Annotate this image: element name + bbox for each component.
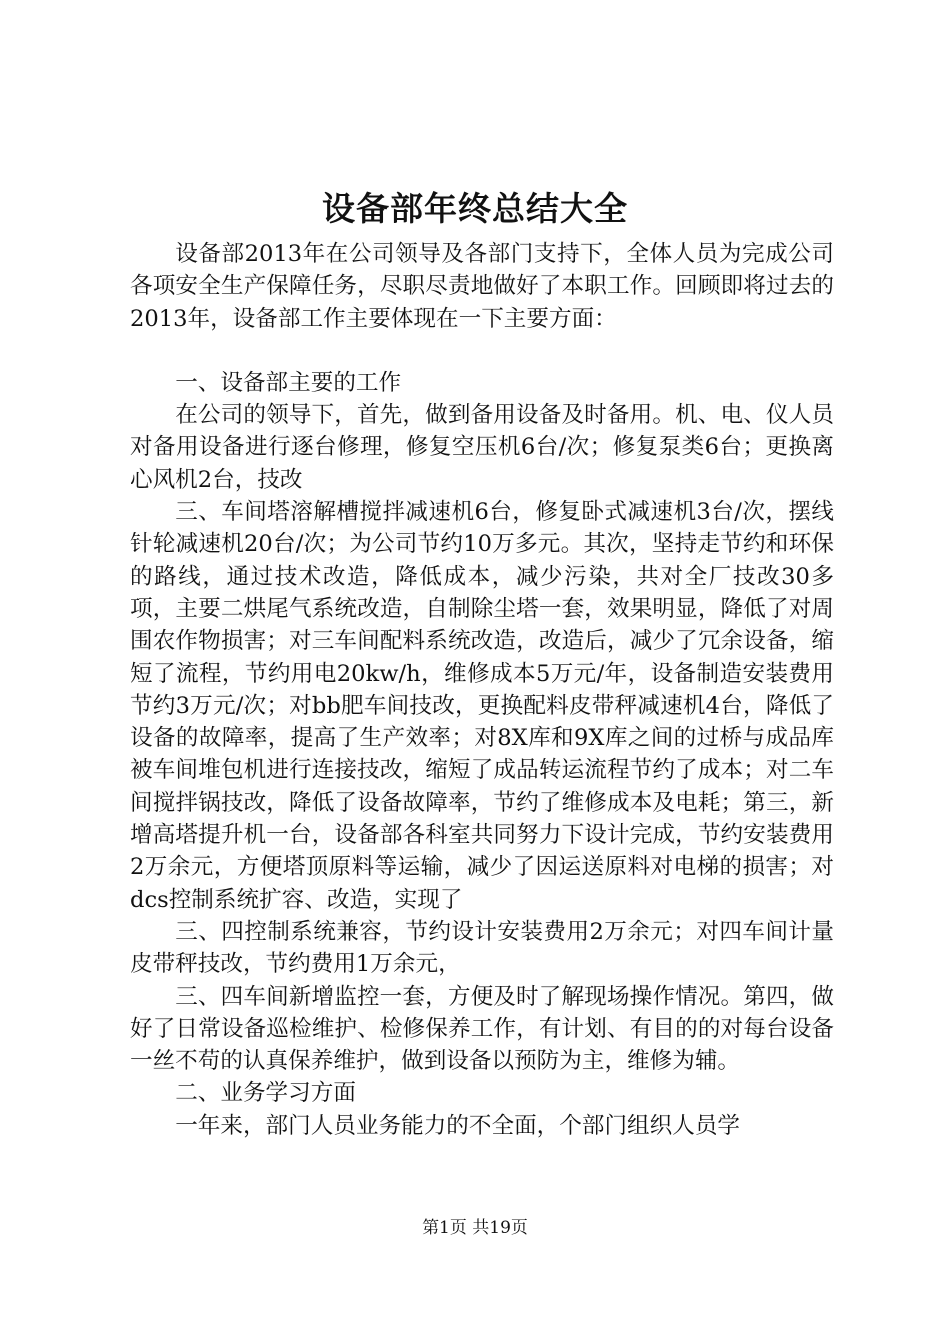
paragraph-monitoring: 三、四车间新增监控一套，方便及时了解现场操作情况。第四，做好了日常设备巡检维护、检修保养工作，有计划、有目的的对每台设备一丝不苟的认真保养维护，做到设备以预防为主，维修为辅。	[130, 983, 834, 1075]
paragraph-study: 一年来，部门人员业务能力的不全面，个部门组织人员学	[175, 1112, 741, 1139]
paragraph-tech-upgrades: 三、车间塔溶解槽搅拌减速机6台，修复卧式减速机3台/次，摆线针轮减速机20台/次；为公司节约10万多元。其次，坚持走节约和环保的路线，通过技术改造，降低成本，减少污染，共对全厂技改30多项，主要二烘尾气系统改造，自制除尘塔一套，效果明显，降低了对周围农作物损害；对三车间配料系统改造，改造后，减少了冗余设备，缩短了流程，节约用电20kw/h，维修成本5万元/年，设备制造安装费用节约3万元/次；对bb肥车间技改，更换配料皮带秤减速机4台，降低了设备的故障率，提高了生产效率；对8X库和9X库之间的过桥与成品库被车间堆包机进行连接技改，缩短了成品转运流程节约了成本；对二车间搅拌锅技改，降低了设备故障率，节约了维修成本及电耗；第三，新增高塔提升机一台，设备部各科室共同努力下设计完成，节约安装费用2万余元，方便塔顶原料等运输，减少了因运送原料对电梯的损害；对dcs控制系统扩容、改造，实现了	[130, 499, 834, 913]
section-heading-main-work: 一、设备部主要的工作	[175, 369, 402, 396]
section-heading-study: 二、业务学习方面	[175, 1080, 356, 1107]
paragraph-intro: 设备部2013年在公司领导及各部门支持下，全体人员为完成公司各项安全生产保障任务，尽职尽责地做好了本职工作。回顾即将过去的2013年，设备部工作主要体现在一下主要方面：	[130, 241, 834, 332]
paragraph-control-system: 三、四控制系统兼容，节约设计安装费用2万余元；对四车间计量皮带秤技改，节约费用1万余元，	[130, 918, 834, 978]
paragraph-main-work: 在公司的领导下，首先，做到备用设备及时备用。机、电、仪人员对备用设备进行逐台修理，修复空压机6台/次；修复泵类6台；更换离心风机2台，技改	[130, 402, 834, 493]
page-number-footer: 第1页 共19页	[422, 1218, 528, 1238]
document-title: 设备部年终总结大全	[322, 189, 628, 228]
document-body	[130, 238, 834, 1142]
